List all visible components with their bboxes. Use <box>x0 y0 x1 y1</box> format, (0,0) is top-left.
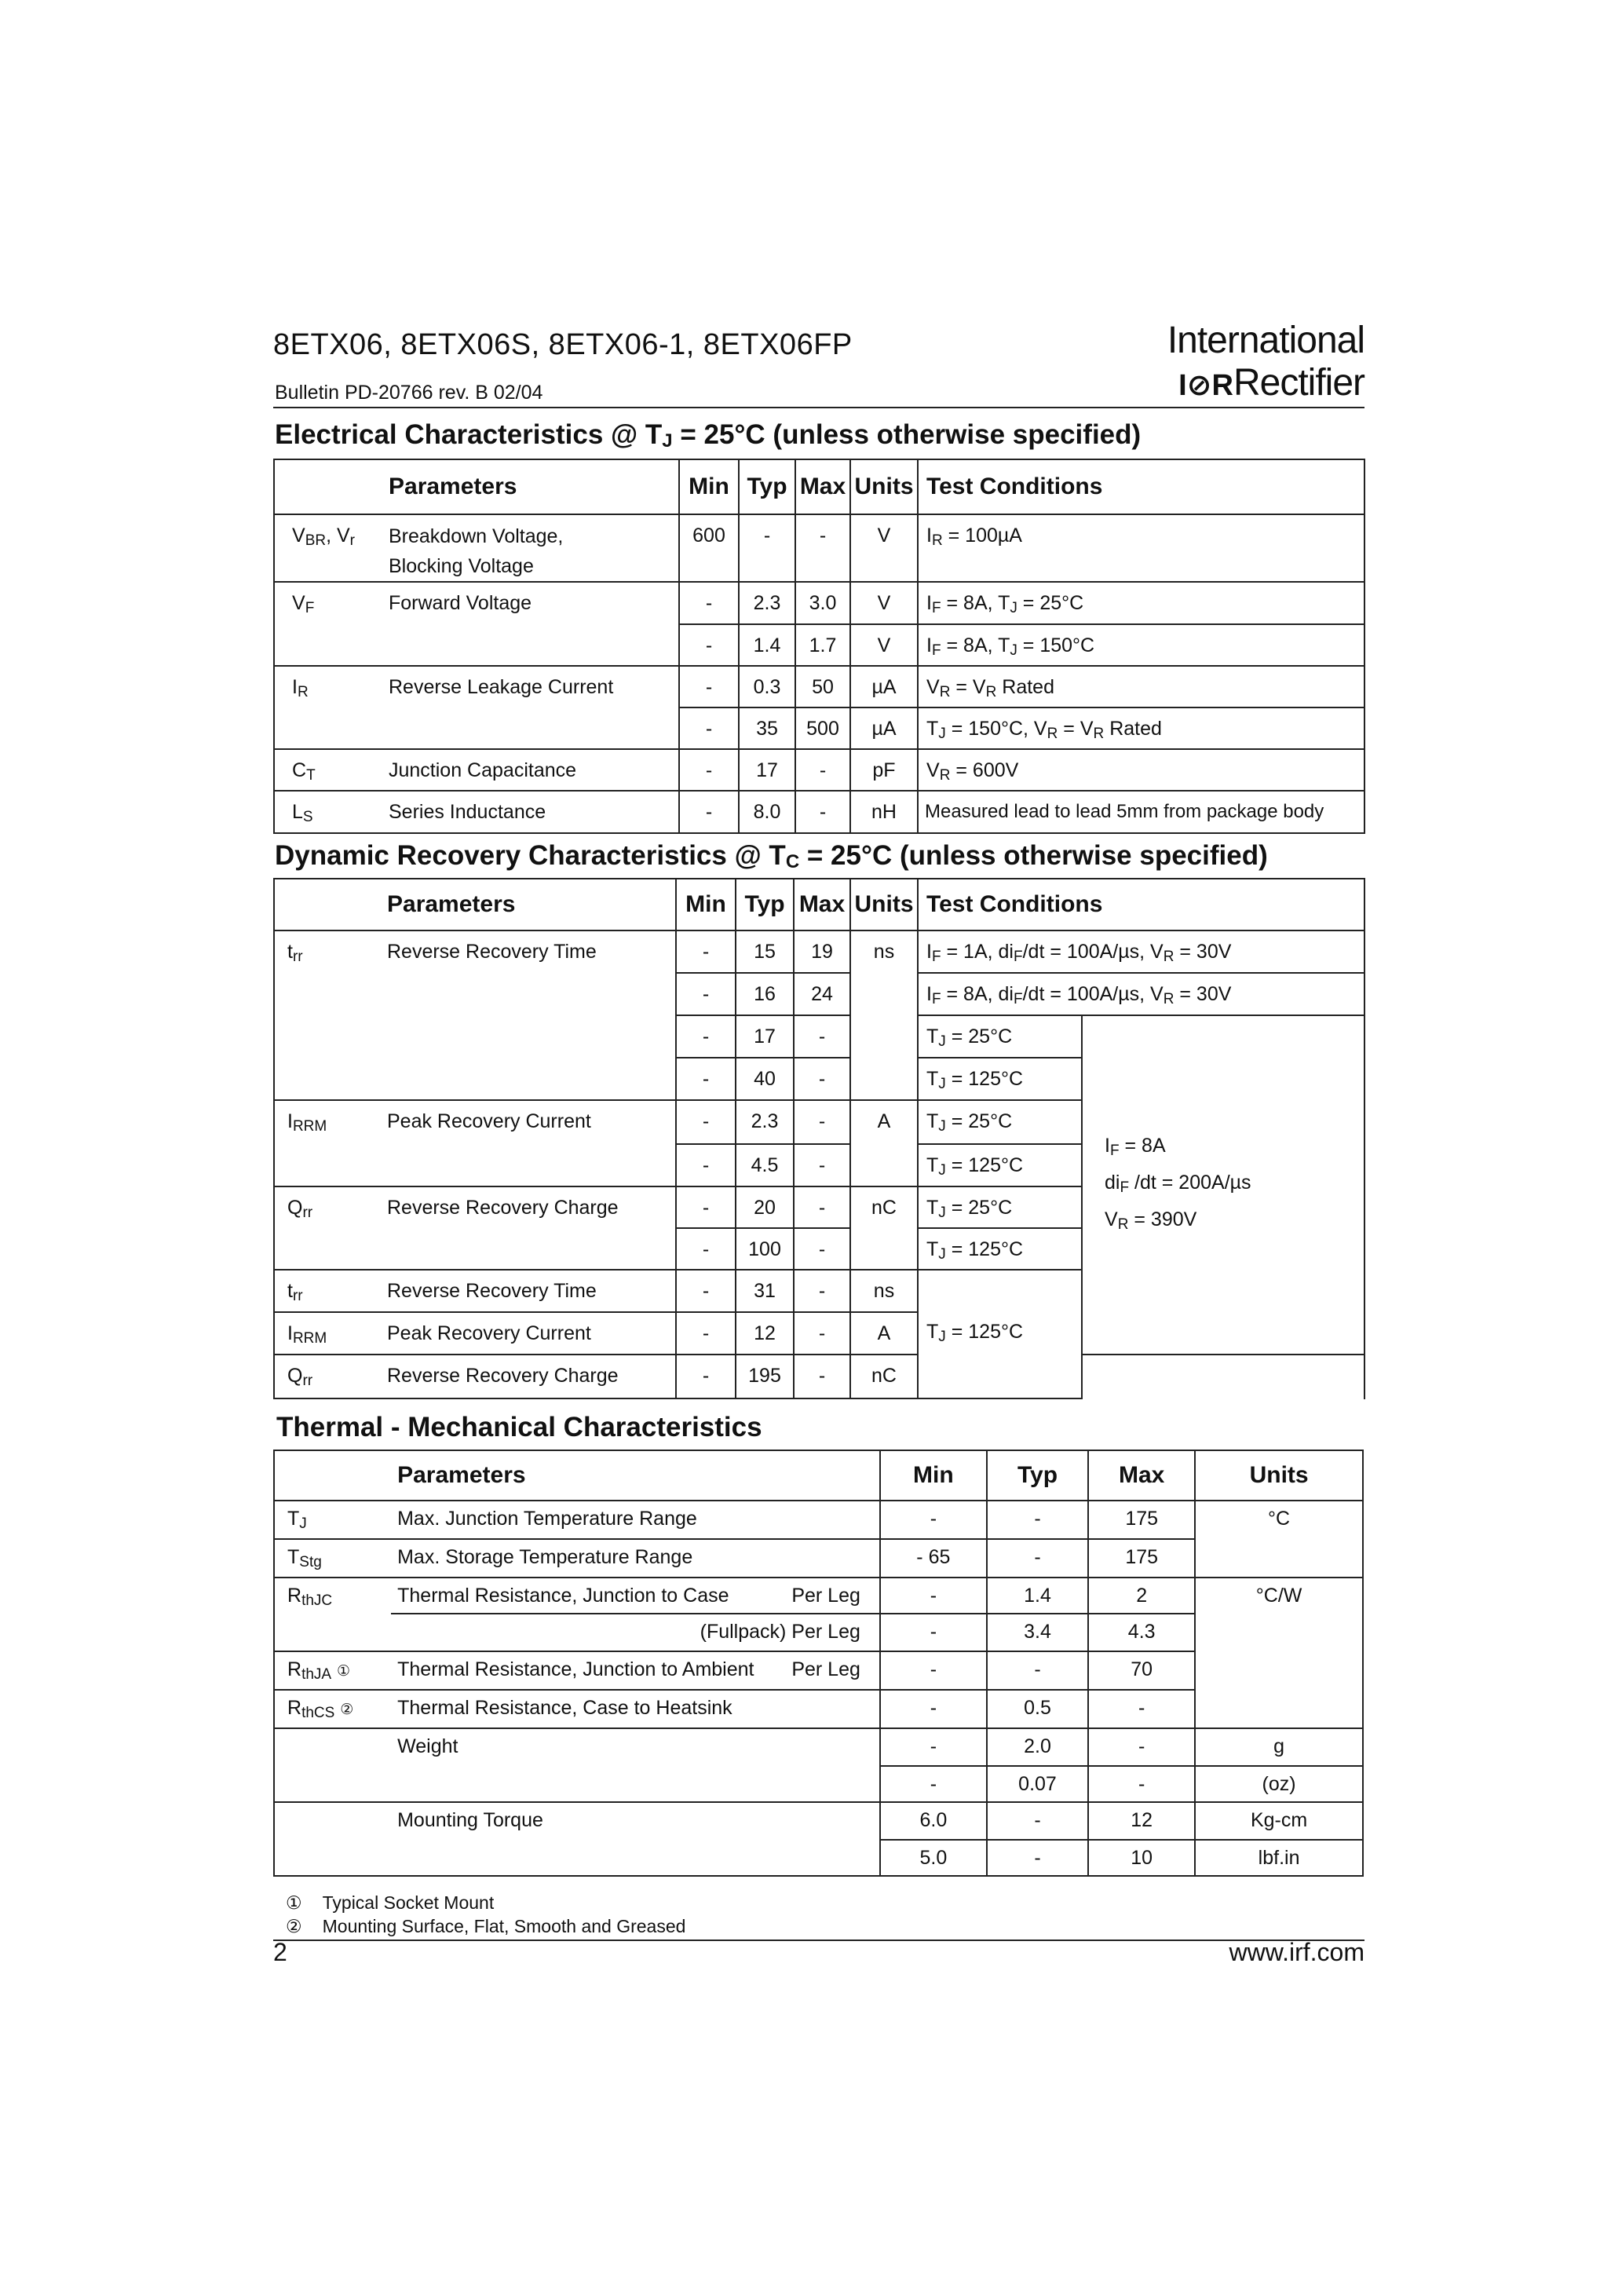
hot-tj-condition: $T_J = 125^\circ C$ <box>918 1270 1082 1398</box>
table-row: $V_F$ Forward Voltage - 2.3 3.0 V $I_F = 8A$, $T_J = 25^\circ C$ <box>274 582 1364 624</box>
test-condition: $T_J = 25^\circ C$ <box>918 1015 1082 1058</box>
unit: ns <box>850 930 918 1100</box>
symbol: $V_F$ <box>274 582 384 666</box>
table-row: $I_{RRM}$ Peak Recovery Current - 12 - A <box>274 1312 1364 1355</box>
test-condition: $I_F = 1A$, $di_F/dt = 100A/\mu s$, $V_R = 30V$ <box>918 930 1364 973</box>
test-condition: $T_J = 25^\circ C$ <box>918 1100 1082 1144</box>
unit: nC <box>850 1186 918 1270</box>
symbol: $R_{thJC}$ <box>274 1578 391 1651</box>
parameter: Thermal Resistance, Junction to Ambient Per Leg <box>391 1651 880 1690</box>
parameter: Peak Recovery Current <box>381 1100 676 1186</box>
table-row: $R_{thJA}$ ① Thermal Resistance, Junction to Ambient Per Leg - - 70 <box>274 1651 1363 1690</box>
header-max: Max <box>794 879 850 930</box>
table-row: - 1.4 1.7 V $I_F = 8A$, $T_J = 150^\circ C$ <box>274 624 1364 666</box>
parameter: Mounting Torque <box>391 1802 880 1876</box>
parameter: Reverse Recovery Time <box>381 930 676 1100</box>
table-row: $L_S$ Series Inductance - 8.0 - nH Measured lead to lead 5mm from package body <box>274 791 1364 833</box>
parameter: Max. Storage Temperature Range <box>391 1539 880 1578</box>
table-row: $Q_{rr}$ Reverse Recovery Charge - 20 - nC $T_J = 25^\circ C$ <box>274 1186 1364 1228</box>
footnote-2: ② Mounting Surface, Flat, Smooth and Greased <box>286 1916 686 1936</box>
table-row: $t_{rr}$ Reverse Recovery Time - 15 19 ns $I_F = 1A$, $di_F/dt = 100A/\mu s$, $V_R = 30V$ <box>274 930 1364 973</box>
bulletin-line: Bulletin PD-20766 rev. B 02/04 <box>275 382 543 404</box>
per-leg-label: Per Leg <box>791 1585 860 1607</box>
header-parameters: Parameters <box>384 459 679 514</box>
test-condition: $T_J = 125^\circ C$ <box>918 1058 1082 1100</box>
table-row: (Fullpack) Per Leg - 3.4 4.3 <box>274 1614 1363 1651</box>
header-max: Max <box>795 459 850 514</box>
symbol: $t_{rr}$ <box>274 1270 381 1312</box>
unit: °C <box>1195 1501 1363 1578</box>
footnote-mark-1: ① <box>337 1663 351 1680</box>
footnote-mark-2: ② <box>340 1702 354 1718</box>
symbol: $I_{RRM}$ <box>274 1100 381 1186</box>
symbol: $Q_{rr}$ <box>274 1355 381 1398</box>
header-typ: Typ <box>739 459 795 514</box>
parameter: Forward Voltage <box>384 582 679 666</box>
symbol: $R_{thCS}$ ② <box>274 1690 391 1728</box>
header-parameters: Parameters <box>391 1450 880 1501</box>
logo-text-rectifier: I⊘RRectifier <box>1178 362 1364 404</box>
fullpack-label: (Fullpack) Per Leg <box>391 1614 880 1651</box>
symbol: $T_J$ <box>274 1501 391 1539</box>
header-test-conditions: Test Conditions <box>918 459 1364 514</box>
table-header-row <box>274 879 1364 930</box>
test-condition: $T_J = 25^\circ C$ <box>918 1186 1082 1228</box>
table-row: Mounting Torque 6.0 - 12 Kg-cm <box>274 1802 1363 1840</box>
thermal-table <box>273 1450 1364 1877</box>
parameter: Reverse Leakage Current <box>384 666 679 749</box>
symbol: $R_{thJA}$ ① <box>274 1651 391 1690</box>
table-row: $Q_{rr}$ Reverse Recovery Charge - 195 - nC <box>274 1355 1364 1398</box>
electrical-table <box>273 459 1365 834</box>
table-row: $I_{RRM}$ Peak Recovery Current - 2.3 - A $T_J = 25^\circ C$ <box>274 1100 1364 1144</box>
test-condition: Measured lead to lead 5mm from package body <box>918 791 1364 833</box>
table-header-row <box>274 1450 1363 1501</box>
symbol: $Q_{rr}$ <box>274 1186 381 1270</box>
test-condition: $V_R = V_R$ Rated <box>918 666 1364 707</box>
header-rule <box>273 407 1364 408</box>
parameter: Weight <box>391 1728 880 1802</box>
table-row: $R_{thCS}$ ② Thermal Resistance, Case to Heatsink - 0.5 - <box>274 1690 1363 1728</box>
header-min: Min <box>676 879 736 930</box>
unit: A <box>850 1100 918 1186</box>
test-condition: $T_J = 150^\circ C$, $V_R = V_R$ Rated <box>918 707 1364 749</box>
header-min: Min <box>679 459 739 514</box>
parameter: Reverse Recovery Charge <box>381 1186 676 1270</box>
thermal-section-title: Thermal - Mechanical Characteristics <box>276 1412 762 1442</box>
symbol: $T_{Stg}$ <box>274 1539 391 1578</box>
table-row: Weight - 2.0 - g <box>274 1728 1363 1766</box>
table-row: $C_T$ Junction Capacitance - 17 - pF $V_R = 600V$ <box>274 749 1364 791</box>
parameter: Max. Junction Temperature Range <box>391 1501 880 1539</box>
parameter: Thermal Resistance, Junction to Case Per Leg <box>391 1578 880 1614</box>
test-condition: $I_R = 100\mu A$ <box>918 514 1364 582</box>
table-row: - 100 - $T_J = 125^\circ C$ <box>274 1228 1364 1270</box>
parameter: Breakdown Voltage, Blocking Voltage <box>384 514 679 582</box>
table-row: - 16 24 $I_F = 8A$, $di_F/dt = 100A/\mu s$, $V_R = 30V$ <box>274 973 1364 1015</box>
test-condition: $I_F = 8A$, $di_F/dt = 100A/\mu s$, $V_R = 30V$ <box>918 973 1364 1015</box>
header-typ: Typ <box>987 1450 1088 1501</box>
logo-text-international: International <box>1167 320 1364 361</box>
test-condition: $T_J = 125^\circ C$ <box>918 1228 1082 1270</box>
per-leg-label: Per Leg <box>791 1658 860 1680</box>
table-row: $T_J$ Max. Junction Temperature Range - - 175 °C <box>274 1501 1363 1539</box>
test-condition: $V_R = 600V$ <box>918 749 1364 791</box>
footnote-1: ① Typical Socket Mount <box>286 1892 495 1913</box>
footer-url[interactable]: www.irf.com <box>1229 1938 1364 1966</box>
table-header-row <box>274 459 1364 514</box>
header-min: Min <box>880 1450 987 1501</box>
table-row: - 17 - $T_J = 25^\circ C$ $I_F = 8A$ $di_F$ /dt = 200A/µs $V_R = 390V$ <box>274 1015 1364 1058</box>
company-logo <box>1167 319 1364 404</box>
table-row: 5.0 - 10 lbf.in <box>274 1840 1363 1876</box>
header-units: Units <box>850 879 918 930</box>
parameter: Thermal Resistance, Case to Heatsink <box>391 1690 880 1728</box>
page-number: 2 <box>273 1938 287 1966</box>
unit: °C/W <box>1195 1578 1363 1728</box>
symbol: $t_{rr}$ <box>274 930 381 1100</box>
table-row: - 0.07 - (oz) <box>274 1766 1363 1802</box>
table-row: - 4.5 - $T_J = 125^\circ C$ <box>274 1144 1364 1186</box>
dynamic-section-title: Dynamic Recovery Characteristics @ $T_C = 25^\circ C$ (unless otherwise specified) <box>275 840 1268 872</box>
table-row: $R_{thJC}$ Thermal Resistance, Junction to Case Per Leg - 1.4 2 °C/W <box>274 1578 1363 1614</box>
symbol: $I_{RRM}$ <box>274 1312 381 1355</box>
table-row: $I_R$ Reverse Leakage Current - 0.3 50 µA $V_R = V_R$ Rated <box>274 666 1364 707</box>
parameter: Peak Recovery Current <box>381 1312 676 1355</box>
test-condition: $T_J = 125^\circ C$ <box>918 1144 1082 1186</box>
group-condition-200: $I_F = 8A$ $di_F$ /dt = 200A/µs $V_R = 390V$ <box>1082 1015 1364 1355</box>
symbol: $I_R$ <box>274 666 384 749</box>
symbol: $L_S$ <box>274 791 384 833</box>
table-row: - 40 - $T_J = 125^\circ C$ <box>274 1058 1364 1100</box>
parameter: Reverse Recovery Time <box>381 1270 676 1312</box>
parameter: Junction Capacitance <box>384 749 679 791</box>
parameter: Series Inductance <box>384 791 679 833</box>
test-condition: $I_F = 8A$, $T_J = 150^\circ C$ <box>918 624 1364 666</box>
symbol: $C_T$ <box>274 749 384 791</box>
test-condition: $I_F = 8A$, $T_J = 25^\circ C$ <box>918 582 1364 624</box>
header-parameters: Parameters <box>381 879 676 930</box>
document-title: 8ETX06, 8ETX06S, 8ETX06-1, 8ETX06FP <box>273 328 853 361</box>
table-row: $T_{Stg}$ Max. Storage Temperature Range - 65 - 175 <box>274 1539 1363 1578</box>
header-units: Units <box>1195 1450 1363 1501</box>
header-units: Units <box>850 459 918 514</box>
dynamic-table <box>273 878 1365 1399</box>
header-test-conditions: Test Conditions <box>918 879 1364 930</box>
table-row: - 35 500 µA $T_J = 150^\circ C$, $V_R = V_R$ Rated <box>274 707 1364 749</box>
parameter: Reverse Recovery Charge <box>381 1355 676 1398</box>
electrical-section-title: Electrical Characteristics @ $T_J = 25^\circ C$ (unless otherwise specified) <box>275 419 1142 452</box>
header-typ: Typ <box>736 879 794 930</box>
table-row: $t_{rr}$ Reverse Recovery Time - 31 - ns $T_J = 125^\circ C$ <box>274 1270 1364 1312</box>
table-row: $V_{BR}$, $V_r$ Breakdown Voltage, Blocking Voltage 600 - - V $I_R = 100\mu A$ <box>274 514 1364 582</box>
ior-mark: I⊘R <box>1178 369 1233 402</box>
header-max: Max <box>1088 1450 1195 1501</box>
symbol: $V_{BR}$, $V_r$ <box>274 514 384 582</box>
